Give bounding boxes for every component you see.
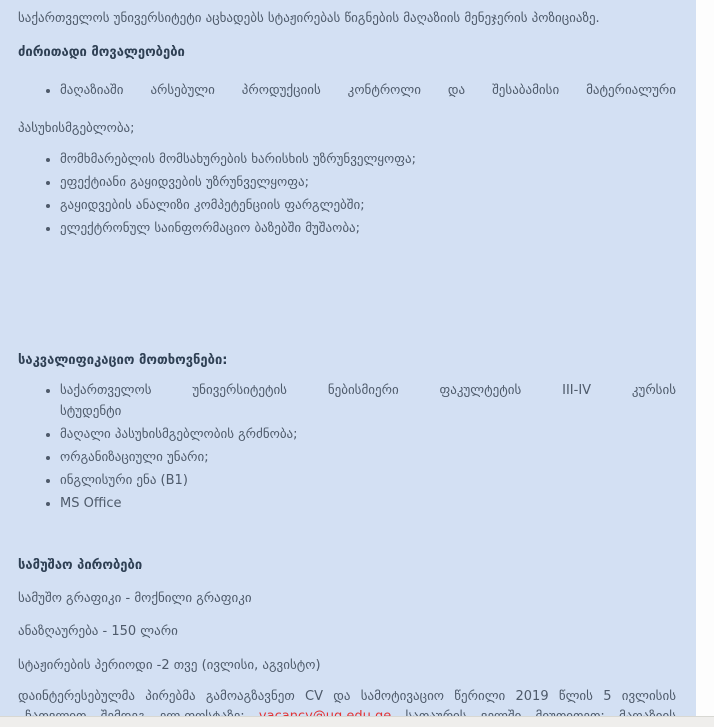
intro-paragraph: საქართველოს უნივერსიტეტი აცხადებს სტაჟირებას წიგნების მაღაზიის მენეჯერის პოზიციაზე. [18,11,600,26]
list-item: • გაყიდვების ანალიზი კომპეტენციის ფარგლებში; [60,195,676,216]
responsibilities-heading: ძირითადი მოვალეობები [18,45,185,60]
list-item [60,380,676,422]
list-item: • MS Office [60,493,676,514]
list-item: • მომხმარებლის მომსახურების ხარისხის უზრუნველყოფა; [60,149,676,170]
application-line1: დაინტერესებულმა პირებმა გამოაგზავნეთ CV და სამოტივაციო წერილი 2019 წლის 5 ივლისის [18,689,676,704]
responsibility-continuation: პასუხისმგებლობა; [18,121,135,136]
qualifications-list [18,380,676,514]
qualifications-heading: საკვალიფიკაციო მოთხოვნები: [18,353,228,368]
list-item [60,80,676,101]
list-item: • ორგანიზაციული უნარი; [60,447,676,468]
page-bottom-strip [0,716,714,727]
list-item: • ინგლისური ენა (B1) [60,470,676,491]
internship-period-line: სტაჟირების პერიოდი -2 თვე (ივლისი, აგვისტო) [18,658,321,673]
responsibility-first-bullet: • მაღაზიაში არსებული პროდუქციის კონტროლი და შესაბამისი მატერიალური [60,83,676,98]
qualification-bullet-line2: სტუდენტი [60,404,122,419]
responsibilities-first-list [18,80,676,101]
list-item: • ელექტრონულ საინფორმაციო ბაზებში მუშაობა; [60,218,676,239]
work-schedule-line: სამუშო გრაფიკი - მოქნილი გრაფიკი [18,591,252,606]
responsibilities-list [18,149,676,239]
conditions-heading: სამუშაო პირობები [18,558,143,573]
list-item: • ეფექტიანი გაყიდვების უზრუნველყოფა; [60,172,676,193]
salary-line: ანაზღაურება - 150 ლარი [18,624,178,639]
qualification-bullet-line1: • საქართველოს უნივერსიტეტის ნებისმიერი ფაკულტეტის III-IV კურსის [60,383,676,398]
list-item: • მაღალი პასუხისმგებლობის გრძნობა; [60,424,676,445]
